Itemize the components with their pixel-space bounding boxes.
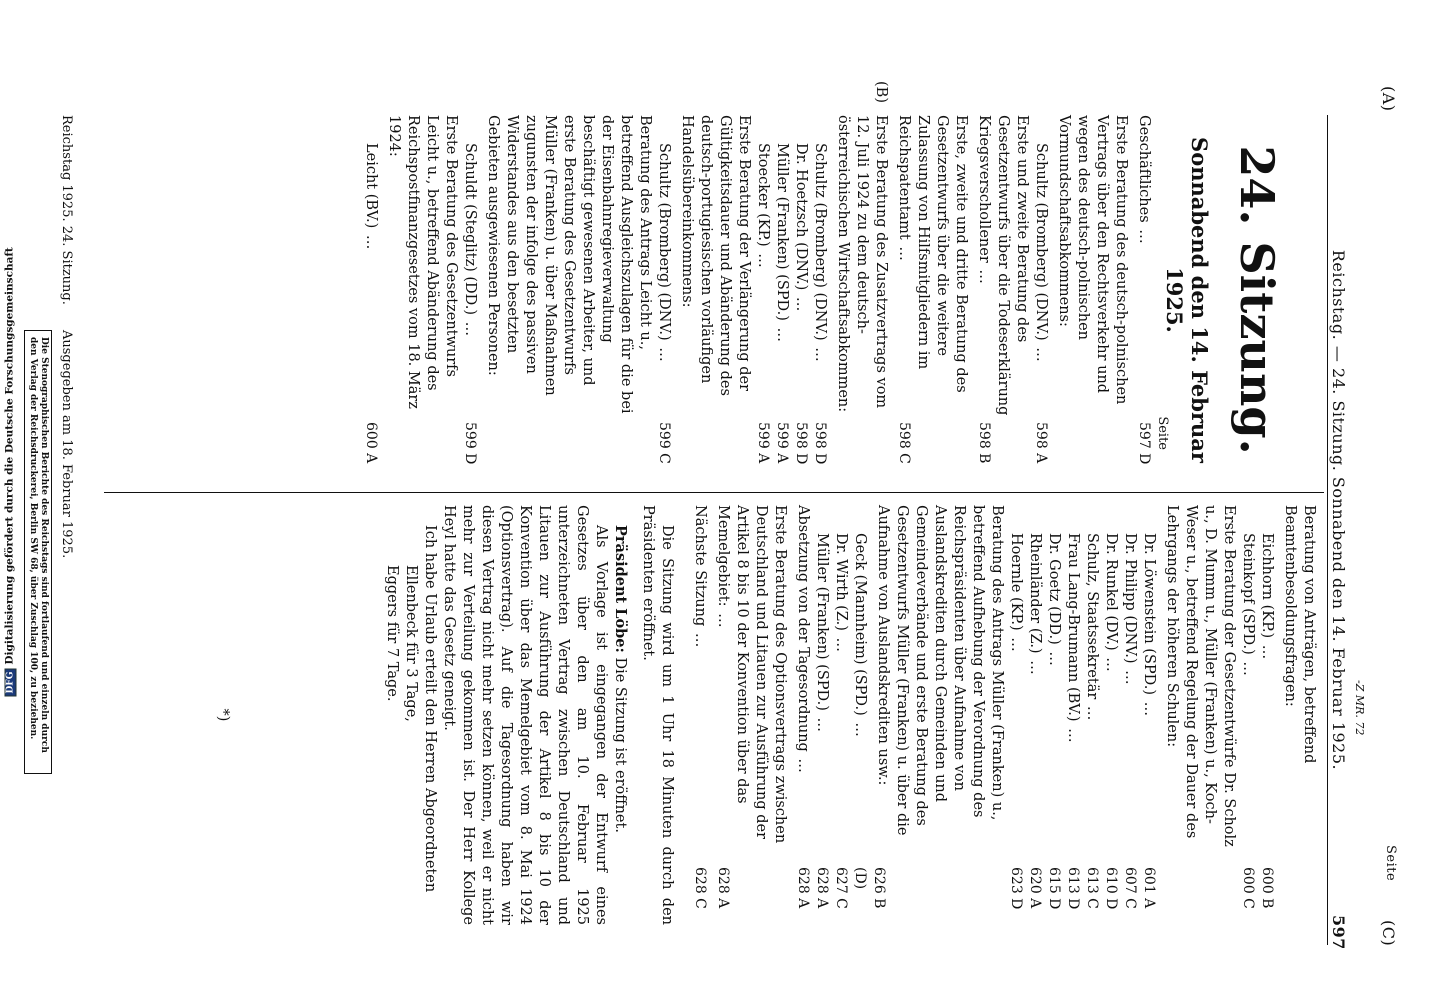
toc-page-ref: 601 A — [1141, 867, 1157, 909]
column-divider — [104, 492, 1324, 493]
toc-page-ref: 613 C — [1084, 867, 1100, 909]
toc-entry-text: Geck (Mannheim) (SPD.) — [852, 533, 868, 716]
toc-speaker-entry — [1238, 505, 1257, 925]
toc-left — [361, 81, 1172, 480]
leader-dots: … — [1141, 695, 1157, 719]
toc-page-ref: 599 C — [656, 422, 672, 464]
leader-dots: … — [656, 340, 672, 364]
leader-dots: … — [1103, 650, 1119, 674]
toc-speaker-entry — [361, 115, 380, 480]
toc-speaker-entry — [1082, 505, 1101, 925]
toc-page-ref: 598 D — [812, 422, 828, 465]
seite-label-header: Seite — [1383, 845, 1398, 882]
leader-dots: … — [1122, 663, 1138, 687]
toc-speaker-entry — [460, 115, 479, 480]
toc-entry-text: Frau Lang-Brumann (BV.) — [1065, 533, 1081, 722]
toc-speaker-entry — [654, 115, 673, 480]
page-number: 597 — [1329, 915, 1348, 950]
toc-entry-text: Absetzung von der Tagesordnung — [795, 505, 811, 752]
toc-speaker-entry — [831, 505, 850, 925]
running-title: Reichstag. — 24. Sitzung. Sonnabend den 14. Februar 1925. — [1329, 249, 1348, 771]
leader-dots: … — [1046, 644, 1062, 668]
toc-entry — [1134, 115, 1153, 480]
toc-entry — [873, 505, 1006, 925]
toc-page-ref: 623 D — [1008, 867, 1024, 910]
toc-entry — [690, 505, 709, 925]
toc-entry-text: Erste und zweite Beratung des Gesetzentwurfs über die Todeserklärung Kriegsverschollener — [976, 115, 1030, 416]
toc-entry — [894, 115, 970, 480]
credit-text: Digitalisierung gefördert durch die Deutsche Forschungsgemeinschaft — [3, 247, 16, 665]
toc-page-ref: 599 D — [462, 422, 478, 465]
toc-speaker-entry — [1063, 505, 1082, 925]
toc-entry — [483, 115, 654, 480]
toc-speaker-entry — [1101, 505, 1120, 925]
leader-dots: … — [1240, 654, 1256, 678]
speech-paragraph-1: Die Sitzung ist eröffnet. — [612, 657, 628, 833]
toc-entry-text: Dr. Goetz (DD.) — [1046, 533, 1062, 645]
leader-dots: … — [1027, 653, 1043, 677]
leader-dots: … — [755, 246, 771, 270]
leader-dots: … — [692, 626, 708, 650]
speech-paragraph-4: Ellenbeck für 3 Tage, — [403, 565, 419, 722]
speech-paragraph-3: Ich habe Urlaub erteilt den Herren Abgeordneten — [422, 525, 438, 893]
leader-dots: … — [852, 715, 868, 739]
margin-mark: (B) — [873, 81, 889, 103]
toc-speaker-entry — [1257, 505, 1276, 925]
toc-entry-text: Stoecker (KP.) — [755, 143, 771, 247]
toc-entry — [1054, 115, 1130, 480]
toc-entry-text: Schuldt (Steglitz) (DD.) — [462, 143, 478, 316]
speech — [382, 505, 630, 925]
toc-page-ref: 598 C — [896, 422, 912, 464]
margin-mark-left: (A) — [1379, 86, 1398, 112]
toc-left-items — [361, 81, 1153, 480]
seite-label: Seite — [1155, 416, 1170, 450]
toc-entry-text: Dr. Wirth (Z.) — [833, 533, 849, 631]
footer-left: Reichstag 1925. 24. Sitzung. — [59, 115, 74, 305]
leader-dots: … — [812, 340, 828, 364]
toc-speaker-entry — [791, 115, 810, 480]
toc-entry-text: Erste Beratung des Zusatzvertrags vom 12. Juli 1924 zu dem deutsch-österreichischen Wirtschaftsabkommen: — [835, 115, 889, 413]
toc-entry-text: Dr. Philipp (DNV.) — [1122, 533, 1138, 664]
toc-entry-text: Erste Beratung des deutsch-polnischen Vertrags über den Rechtsverkehr und wegen des deutsch-polnischen Vormundschaftsabkommens: — [1056, 115, 1129, 405]
leader-dots: … — [1084, 699, 1100, 723]
toc-entry-text: Rheinländer (Z.) — [1027, 533, 1043, 654]
toc-page-ref: 599 A — [774, 422, 790, 464]
margin-mark-right: (C) — [1379, 920, 1398, 947]
toc-page-ref: 599 A — [755, 422, 771, 464]
toc-entry-text: Dr. Runkel (DV.) — [1103, 533, 1119, 651]
header-rule — [1327, 115, 1328, 945]
toc-entry-text: Erste Beratung der Verlängerung der Gültigkeitsdauer und Abänderung des deutsch-portugiesischen vorläufigen Handelsübereinkommens: — [679, 115, 752, 396]
toc-entry-text: Hoernle (KP.) — [1008, 533, 1024, 631]
leader-dots: … — [896, 239, 912, 263]
toc-right-items — [690, 505, 1318, 925]
session-date: Sonnabend den 14. Februar 1925. — [1162, 137, 1212, 463]
toc-entry-text: Schulz, Staatssekretär — [1084, 533, 1100, 700]
toc-speaker-entry — [810, 115, 829, 480]
toc-page-ref: 613 D — [1065, 867, 1081, 910]
speech-paragraph-2: Als Vorlage ist eingegangen der Entwurf eines Gesetzes über den am 10. Februar 1925 unterzeichneten Vertrag zwischen Deutschland und Litauen zur Ausführung der Artikel 8 bis 10 der Konvention über das Memelgebiet vom 8. Mai 1924 (Optionsvertrag). Auf die Tagesordnung haben wir diesen Vertrag nicht mehr setzen können, weil er nicht mehr zur Verteilung gekommen ist. Der Herr Kollege Heyl hatte das Gesetz geneigt. — [441, 505, 609, 925]
toc-speaker-entry — [1006, 505, 1025, 925]
toc-page-ref: 627 C — [833, 867, 849, 909]
leader-dots: … — [363, 228, 379, 252]
toc-page-ref: 598 D — [793, 422, 809, 465]
leader-dots: … — [1136, 222, 1152, 246]
toc-speaker-entry — [1025, 505, 1044, 925]
toc-speaker-entry — [1120, 505, 1139, 925]
toc-page-ref: 628 A — [715, 867, 731, 909]
toc-entry-text: Beratung des Antrags Leicht u., betreffend Ausgleichszulagen für die bei der Eisenbahnregieverwaltung beschäftigt gewesenen Arbeiter, und erste Beratung des Gesetzentwurfs Müller (Franken) u. über Maßnahmen zugunsten der infolge des passiven Widerstandes aus den besetzten Gebieten ausgewiesenen Personen: — [485, 115, 653, 414]
toc-page-ref: 615 D — [1046, 867, 1062, 910]
session-title: 24. Sitzung. — [1230, 145, 1284, 455]
toc-speaker-entry — [1044, 505, 1063, 925]
toc-entry-text: Nächste Sitzung — [692, 505, 708, 627]
toc-entry-text: Leicht (BV.) — [363, 143, 379, 229]
toc-entry-text: Steinkopf (SPD.) — [1240, 533, 1256, 655]
toc-entry-text: Eichhorn (KP.) — [1259, 533, 1275, 639]
toc-entry-text: Müller (Franken) (SPD.) — [774, 143, 790, 321]
toc-page-ref: 600 B — [1259, 867, 1275, 909]
toc-entry-text: Beratung des Antrags Müller (Franken) u., betreffend Aufhebung der Verordnung des Reichspräsidenten über Aufnahme von Auslandskrediten durch Gemeinden und Gemeindeverbände und erste Beratung des Gesetzentwurfs Müller (Franken) u. über die Aufnahme von Auslandskrediten usw.: — [875, 505, 1005, 836]
publisher-note-box: Die Stenographischen Berichte des Reichstags sind fortlaufend und einzeln durch den Verlag der Reichsdruckerei, Berlin SW 68, über Zuschlag 100, zu beziehen. — [24, 330, 52, 774]
leader-dots: … — [793, 290, 809, 314]
toc-speaker-entry — [1139, 505, 1158, 925]
foot-mark: *) — [215, 708, 231, 722]
leader-dots: … — [1259, 638, 1275, 662]
toc-right — [213, 505, 1318, 925]
toc-entry-text: Schultz (Bromberg) (DNV.) — [1033, 143, 1049, 341]
toc-entry — [793, 505, 812, 925]
toc-page-ref: 620 A — [1027, 867, 1043, 909]
toc-entry-text: Erste Beratung des Gesetzentwurfs Leicht u., betreffend Abänderung des Reichspostfinanzgesetzes vom 18. März 1924: — [386, 115, 459, 409]
toc-entry — [713, 505, 789, 925]
leader-dots: … — [774, 320, 790, 345]
toc-entry — [833, 81, 890, 480]
toc-speaker-entry — [753, 115, 772, 480]
dfg-logo: DFG — [5, 669, 17, 697]
leader-dots: … — [462, 315, 478, 339]
toc-entry-text: Dr. Löwenstein (SPD.) — [1141, 533, 1157, 696]
speaker-name: Präsident Löbe: — [612, 525, 629, 653]
toc-page-ref: 626 B (D) — [852, 867, 887, 909]
toc-page-ref: 628 A — [795, 867, 811, 909]
toc-entry-text: Müller (Franken) (SPD.) — [814, 533, 830, 711]
toc-entry-text: Erste, zweite und dritte Beratung des Gesetzentwurfs über die weitere Zulassung von Hilfsmitgliedern im Reichspatentamt — [896, 115, 969, 393]
toc-speaker-entry — [1031, 115, 1050, 480]
toc-entry-text: Beratung von Anträgen, betreffend Beamtenbesoldungsfragen: — [1282, 505, 1317, 764]
speech-paragraph-5: Eggers für 7 Tage. — [384, 565, 400, 702]
toc-entry — [1162, 505, 1238, 925]
leader-dots: … — [814, 710, 830, 735]
leader-dots: … — [1033, 340, 1049, 364]
toc-entry-text: Erste Beratung des Optionsvertrags zwischen Deutschland und Litauen zur Ausführung der Artikel 8 bis 10 der Konvention über das Memelgebiet: — [715, 505, 788, 844]
toc-speaker-entry — [812, 505, 831, 925]
toc-page-ref: 597 D — [1136, 422, 1152, 465]
toc-page-ref: 600 A — [363, 422, 379, 464]
leader-dots: … — [795, 751, 811, 775]
toc-page-ref: 607 C — [1122, 867, 1138, 909]
session-opening: Die Sitzung wird um 1 Uhr 18 Minuten durch den Präsidenten eröffnet. — [640, 505, 675, 925]
leader-dots: … — [976, 262, 992, 286]
toc-page-ref: 628 C — [692, 867, 708, 909]
toc-page-ref: 628 A — [814, 867, 830, 909]
toc-page-ref: 610 D — [1103, 867, 1119, 910]
toc-speaker-entry — [850, 505, 887, 925]
leader-dots: … — [1008, 630, 1024, 654]
toc-entry — [384, 115, 460, 480]
footer-right: Ausgegeben am 18. Februar 1925. — [59, 330, 74, 559]
toc-page-ref: 598 B — [976, 422, 992, 464]
toc-entry — [1280, 505, 1318, 925]
toc-page-ref: 598 A — [1033, 422, 1049, 464]
toc-page-ref: 600 C — [1240, 867, 1256, 909]
toc-speaker-entry — [772, 115, 791, 480]
toc-entry — [677, 115, 753, 480]
toc-entry-text: Erste Beratung der Gesetzentwürfe Dr. Scholz u., D. Mumm u., Müller (Franken) u., Koch-Weser u., betreffend Regelung der Dauer des Lehrgangs der höheren Schulen: — [1164, 505, 1237, 847]
handwritten-note: -Z MR. 72 — [1353, 680, 1366, 736]
leader-dots: … — [715, 606, 731, 630]
toc-entry-text: Schultz (Bromberg) (DNV.) — [812, 143, 828, 341]
toc-entry-text: Geschäftliches — [1136, 115, 1152, 223]
toc-entry-text: Dr. Hoetzsch (DNV.) — [793, 143, 809, 291]
toc-entry — [974, 115, 1031, 480]
leader-dots: … — [833, 630, 849, 655]
leader-dots: … — [1065, 721, 1081, 745]
toc-entry-text: Schultz (Bromberg) (DNV.) — [656, 143, 672, 341]
